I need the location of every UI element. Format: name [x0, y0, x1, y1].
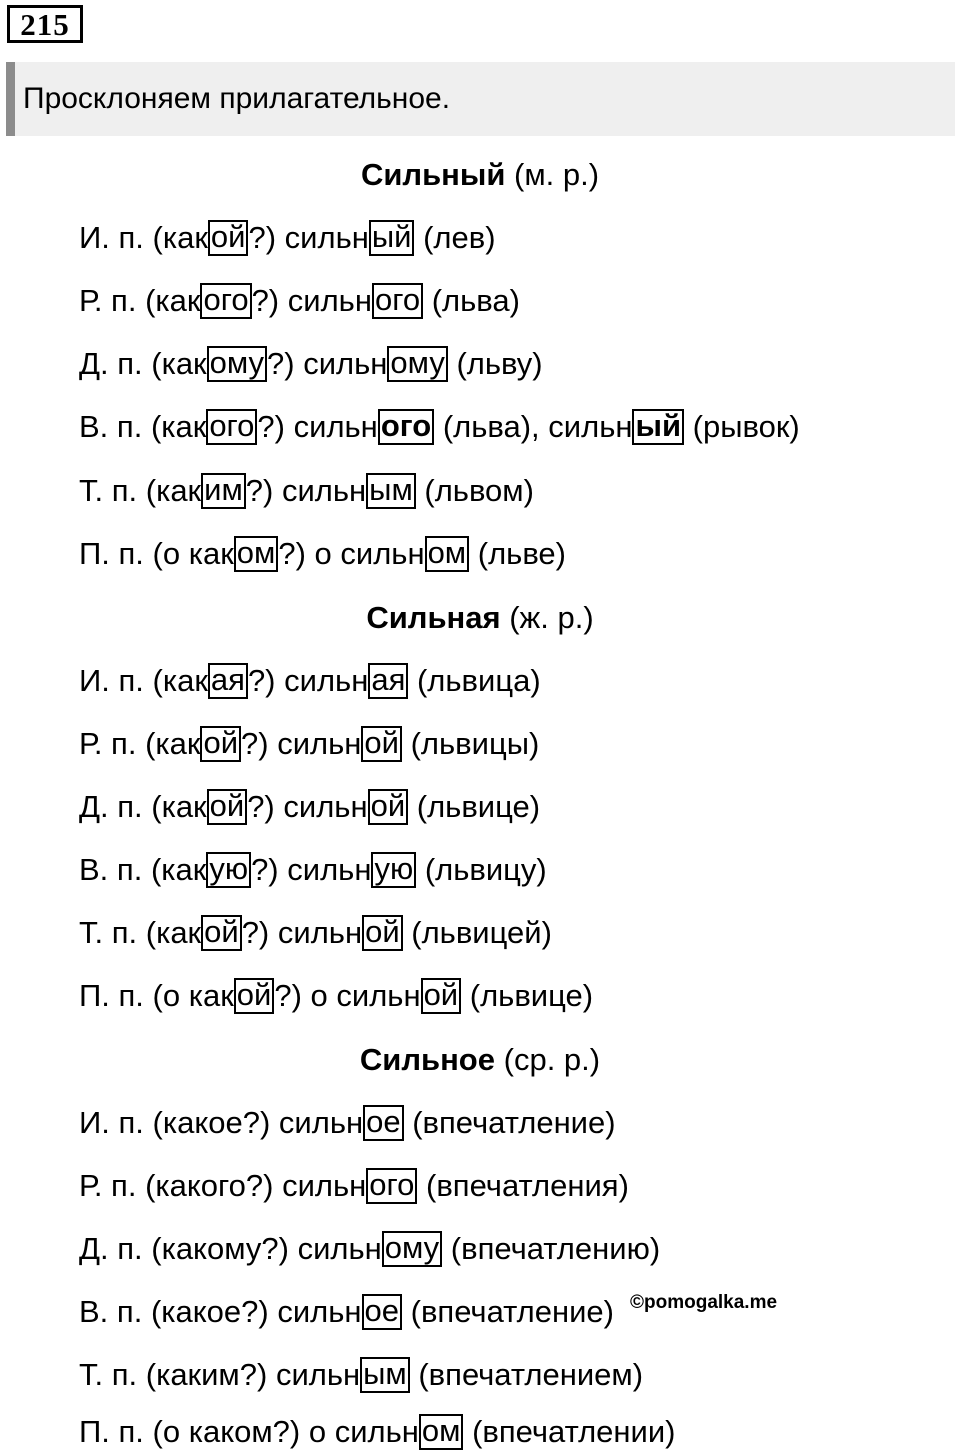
adjective-stem: сильн	[297, 1231, 382, 1266]
question-ending-box: им	[201, 473, 246, 509]
adjective-ending-box: ой	[361, 726, 402, 762]
declension-row	[79, 913, 552, 953]
noun: (львицей)	[411, 915, 552, 950]
question-stem: (как	[152, 663, 208, 698]
question: (какое?)	[152, 1105, 271, 1140]
adjective-ending-box: ому	[382, 1231, 442, 1267]
declension-row	[79, 218, 496, 258]
adjective-ending-box: ым	[360, 1357, 410, 1393]
noun: (льве)	[477, 536, 566, 571]
question-stem: (как	[151, 789, 207, 824]
question-stem: (о как	[152, 978, 234, 1013]
heading-word: Сильная	[366, 600, 501, 635]
question: (каким?)	[145, 1357, 268, 1392]
adjective-stem: сильн	[284, 220, 369, 255]
case-label: В. п.	[79, 852, 143, 887]
declension-row	[79, 1412, 676, 1452]
question: (какому?)	[151, 1231, 289, 1266]
case-label: И. п.	[79, 1105, 144, 1140]
question-tail: ?)	[247, 663, 276, 698]
declension-row	[79, 1229, 660, 1269]
adjective-ending-box: ой	[362, 915, 403, 951]
case-label: П. п.	[79, 536, 144, 571]
case-label: В. п.	[79, 409, 143, 444]
section-heading-neuter	[0, 1040, 960, 1080]
case-label: И. п.	[79, 220, 144, 255]
question-stem: (как	[145, 726, 201, 761]
adjective-stem: сильн	[278, 1105, 364, 1140]
case-label: П. п.	[79, 978, 144, 1013]
noun: (впечатлению)	[450, 1231, 661, 1266]
heading-word: Сильный	[360, 157, 506, 192]
adjective-stem: сильн	[283, 789, 368, 824]
declension-row	[79, 661, 541, 701]
case-label: Д. п.	[79, 789, 143, 824]
question-ending-box: ой	[200, 726, 241, 762]
noun: (льву)	[456, 346, 543, 381]
declension-row	[79, 534, 566, 574]
declension-row	[79, 1166, 629, 1206]
declension-row	[79, 976, 593, 1016]
question-stem: (о как	[152, 536, 234, 571]
case-label: В. п.	[79, 1294, 143, 1329]
adjective-ending-box: ому	[387, 346, 447, 382]
question-tail: ?)	[247, 789, 275, 824]
noun: (львице)	[469, 978, 594, 1013]
question: (какое?)	[150, 1294, 269, 1329]
question-stem: (как	[151, 346, 207, 381]
case-label: П. п.	[79, 1414, 144, 1449]
question-tail: ?)	[267, 346, 295, 381]
adjective-stem: сильн	[284, 663, 369, 698]
question-stem: (как	[150, 409, 207, 444]
question-stem: (как	[150, 852, 207, 887]
heading-gender: (м. р.)	[514, 157, 600, 192]
declension-row	[79, 1355, 643, 1395]
question-tail: ?)	[248, 220, 277, 255]
adjective-stem: сильн	[277, 915, 363, 950]
declension-row	[79, 1103, 616, 1143]
question-ending-box: ом	[234, 536, 279, 572]
noun: (лев)	[423, 220, 496, 255]
case-label: Т. п.	[79, 915, 138, 950]
case-label: Д. п.	[79, 1231, 143, 1266]
adjective-stem: сильн	[282, 1168, 367, 1203]
adjective-ending-box: ой	[368, 789, 409, 825]
question-tail: ?)	[251, 283, 280, 318]
case-label: Р. п.	[79, 283, 137, 318]
adjective-stem: сильн	[287, 852, 372, 887]
adjective-stem: сильн	[293, 409, 378, 444]
question-ending-box: ую	[206, 852, 251, 888]
declension-row	[79, 850, 547, 890]
question-stem: (как	[145, 915, 202, 950]
adjective-ending-box: ого	[378, 409, 434, 445]
adjective-ending-box: ого	[372, 283, 423, 319]
adjective-stem: сильн	[277, 1294, 362, 1329]
question-ending-box: ой	[234, 978, 275, 1014]
question-ending-box: ому	[207, 346, 267, 382]
case-label: Д. п.	[79, 346, 143, 381]
adjective-ending-box: ую	[371, 852, 416, 888]
noun: (впечатления)	[426, 1168, 629, 1203]
adjective-ending-box: ое	[363, 1105, 403, 1141]
section-heading-masculine	[0, 155, 960, 195]
noun: (львом)	[424, 473, 534, 508]
noun: (львицу)	[424, 852, 547, 887]
noun: (львица)	[416, 663, 541, 698]
declension-row	[79, 787, 540, 827]
question: (о каком?)	[152, 1414, 301, 1449]
noun: (впечатлении)	[472, 1414, 676, 1449]
adjective-ending-box: ая	[368, 663, 408, 699]
adjective-ending-box: ым	[366, 473, 416, 509]
noun: (львицы)	[410, 726, 540, 761]
noun: (впечатление)	[412, 1105, 616, 1140]
adjective-stem: сильн	[281, 473, 367, 508]
noun: (впечатление)	[410, 1294, 614, 1329]
adjective-ending-box: ый	[369, 220, 415, 256]
instruction-block: Просклоняем прилагательное.	[6, 62, 955, 136]
question-tail: ?)	[257, 409, 285, 444]
question-stem: (как	[145, 283, 201, 318]
adjective-stem: сильн	[303, 346, 388, 381]
declension-row	[79, 281, 520, 321]
case-label: Р. п.	[79, 1168, 137, 1203]
adjective-ending-box: ом	[425, 536, 470, 572]
question-tail: ?)	[251, 852, 279, 887]
declension-row	[79, 407, 800, 447]
question: (какого?)	[145, 1168, 274, 1203]
watermark: ©pomogalka.me	[630, 1292, 778, 1313]
declension-row	[79, 1292, 614, 1332]
case-label: Т. п.	[79, 1357, 138, 1392]
declension-row	[79, 471, 534, 511]
question-stem: (как	[145, 473, 202, 508]
question-stem: (как	[152, 220, 208, 255]
declension-row	[79, 724, 539, 764]
adjective-stem: сильн	[277, 726, 362, 761]
adjective-ending-box: ом	[419, 1414, 464, 1450]
noun: (рывок)	[692, 409, 800, 444]
question-ending-box: ой	[207, 789, 248, 825]
adjective-stem: о сильн	[314, 536, 425, 571]
question-tail: ?)	[278, 536, 306, 571]
adjective-ending-box: ое	[362, 1294, 402, 1330]
question-tail: ?)	[241, 915, 270, 950]
noun: (льва)	[431, 283, 520, 318]
task-number-badge: 215	[7, 5, 83, 43]
noun: (впечатлением)	[418, 1357, 644, 1392]
noun: (льва), сильн	[442, 409, 633, 444]
heading-gender: (ж. р.)	[509, 600, 594, 635]
question-ending-box: ой	[201, 915, 242, 951]
question-tail: ?)	[241, 726, 269, 761]
question-ending-box: ой	[208, 220, 249, 256]
question-ending-box: ая	[208, 663, 248, 699]
adjective-ending-box: ый	[632, 409, 684, 445]
heading-word: Сильное	[359, 1042, 495, 1077]
adjective-ending-box: ой	[421, 978, 462, 1014]
adjective-ending-box: ого	[366, 1168, 417, 1204]
question-ending-box: ого	[206, 409, 257, 445]
adjective-stem: о сильн	[308, 1414, 419, 1449]
case-label: И. п.	[79, 663, 144, 698]
adjective-stem: сильн	[287, 283, 372, 318]
declension-row	[79, 344, 543, 384]
case-label: Т. п.	[79, 473, 138, 508]
noun: (львице)	[416, 789, 541, 824]
section-heading-feminine	[0, 598, 960, 638]
case-label: Р. п.	[79, 726, 137, 761]
adjective-stem: о сильн	[310, 978, 421, 1013]
heading-gender: (ср. р.)	[503, 1042, 601, 1077]
adjective-stem: сильн	[275, 1357, 361, 1392]
question-ending-box: ого	[200, 283, 251, 319]
question-tail: ?)	[274, 978, 302, 1013]
question-tail: ?)	[245, 473, 274, 508]
